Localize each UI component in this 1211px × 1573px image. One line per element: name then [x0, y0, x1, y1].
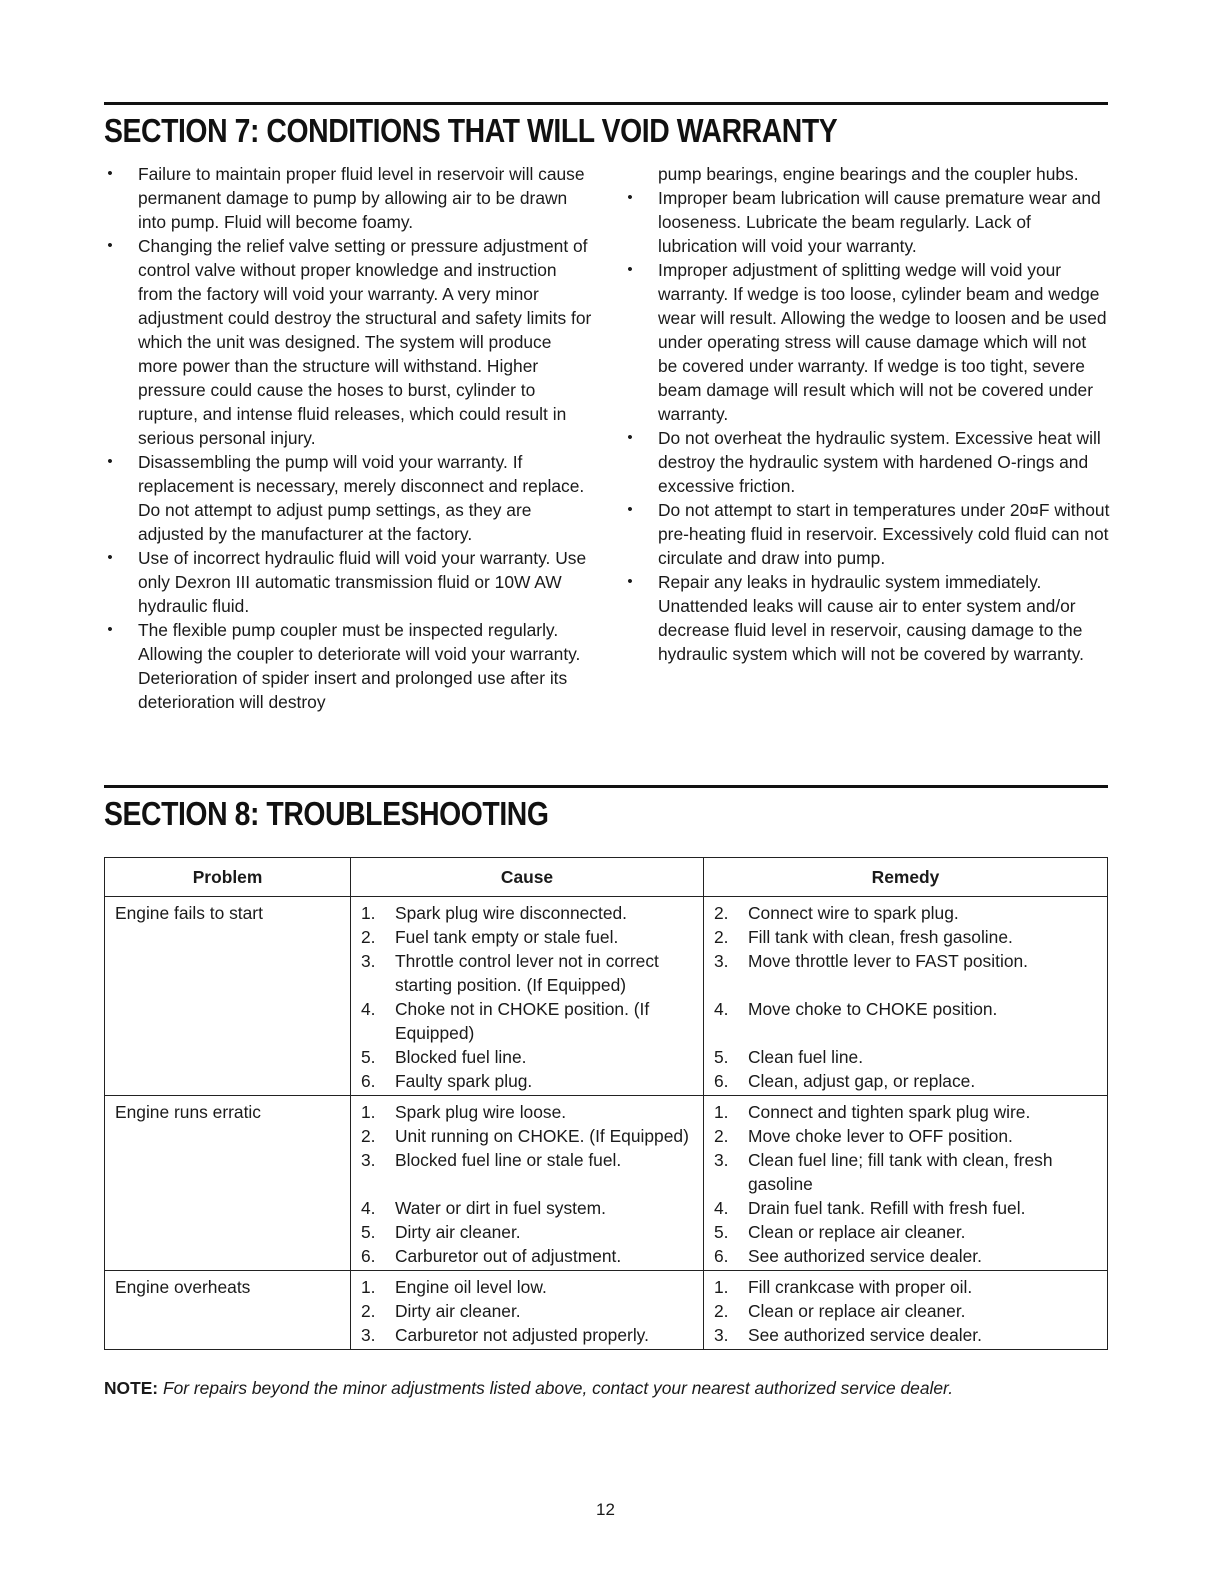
remedy-number: 5. — [714, 1222, 729, 1242]
cause-number: 1. — [361, 903, 376, 923]
remedy-number: 4. — [714, 999, 729, 1019]
note — [104, 1378, 953, 1399]
cause-number: 2. — [361, 1126, 376, 1146]
note-text: For repairs beyond the minor adjustments listed above, contact your nearest authorized service dealer. — [162, 1378, 954, 1398]
cause-number: 5. — [361, 1222, 376, 1242]
cause-number: 2. — [361, 927, 376, 947]
remedy-item — [714, 1244, 1107, 1268]
cause-text: Fuel tank empty or stale fuel. — [395, 927, 619, 947]
column-header-remedy: Remedy — [704, 858, 1108, 897]
table-header-row — [105, 858, 1108, 897]
cause-number: 1. — [361, 1102, 376, 1122]
remedy-text: Clean fuel line. — [748, 1047, 864, 1067]
cause-item — [361, 925, 703, 949]
warranty-item — [624, 570, 1110, 666]
remedy-number: 6. — [714, 1246, 729, 1266]
cause-text: Carburetor not adjusted properly. — [395, 1325, 649, 1345]
cause-text: Engine oil level low. — [395, 1277, 547, 1297]
cause-number: 3. — [361, 951, 376, 971]
table-row — [105, 1096, 1108, 1271]
remedy-item — [714, 1045, 1107, 1069]
bullet-icon: • — [107, 165, 113, 182]
cause-item — [361, 1220, 703, 1244]
remedy-item — [714, 1323, 1107, 1347]
cause-text: Water or dirt in fuel system. — [395, 1198, 606, 1218]
remedy-text: Fill tank with clean, fresh gasoline. — [748, 927, 1013, 947]
cause-number: 2. — [361, 1301, 376, 1321]
bullet-icon: • — [107, 621, 113, 638]
bullet-icon: • — [627, 189, 633, 206]
warranty-item-text: Use of incorrect hydraulic fluid will void your warranty. Use only Dexron III automatic transmission fluid or 10W AW hydraulic fluid. — [138, 548, 587, 616]
table-row — [105, 1271, 1108, 1350]
page-number: 12 — [596, 1500, 615, 1519]
cause-text: Throttle control lever not in correct starting position. (If Equipped) — [395, 951, 659, 995]
cause-text: Choke not in CHOKE position. (If Equipped) — [395, 999, 650, 1043]
bullet-icon: • — [107, 237, 113, 254]
remedy-number: 2. — [714, 903, 729, 923]
cause-number: 3. — [361, 1150, 376, 1170]
cause-item — [361, 997, 703, 1045]
cause-text: Faulty spark plug. — [395, 1071, 533, 1091]
cause-item — [361, 949, 703, 997]
remedy-item — [714, 1100, 1107, 1124]
remedy-text: Move choke lever to OFF position. — [748, 1126, 1013, 1146]
cause-text: Blocked fuel line or stale fuel. — [395, 1150, 622, 1170]
remedy-item — [714, 901, 1107, 925]
warranty-item — [104, 450, 594, 546]
remedy-number: 2. — [714, 1126, 729, 1146]
cause-text: Spark plug wire loose. — [395, 1102, 567, 1122]
warranty-item-text: Repair any leaks in hydraulic system immediately. Unattended leaks will cause air to enter system and/or decrease fluid level in reservoir, causing damage to the hydraulic system which will not be covered by warranty. — [658, 572, 1084, 664]
cause-item — [361, 1045, 703, 1069]
cause-item — [361, 1124, 703, 1148]
remedy-item — [714, 1299, 1107, 1323]
section7-title: SECTION 7: CONDITIONS THAT WILL VOID WARRANTY — [104, 112, 838, 149]
cause-number: 4. — [361, 1198, 376, 1218]
cause-cell — [351, 1271, 704, 1350]
cause-text: Carburetor out of adjustment. — [395, 1246, 622, 1266]
remedy-text: Clean or replace air cleaner. — [748, 1222, 966, 1242]
remedy-text: Connect and tighten spark plug wire. — [748, 1102, 1031, 1122]
cause-text: Dirty air cleaner. — [395, 1222, 521, 1242]
cause-item — [361, 1196, 703, 1220]
problem-cell: Engine runs erratic — [105, 1096, 351, 1271]
warranty-item — [624, 498, 1110, 570]
cause-item — [361, 1244, 703, 1268]
cause-item — [361, 901, 703, 925]
bullet-icon: • — [627, 429, 633, 446]
warranty-item-text: Disassembling the pump will void your warranty. If replacement is necessary, merely disconnect and replace. Do not attempt to adjust pump settings, as they are adjusted by the manufacturer at the factory. — [138, 452, 585, 544]
warranty-item-text: Improper adjustment of splitting wedge will void your warranty. If wedge is too loose, cylinder beam and wedge wear will result. Allowing the wedge to loosen and be used under operating stress will cause damage which will not be covered under warranty. If wedge is too tight, severe beam damage will result which will not be covered under warranty. — [658, 260, 1107, 424]
warranty-item — [624, 186, 1110, 258]
remedy-item — [714, 997, 1107, 1045]
remedy-text: Drain fuel tank. Refill with fresh fuel. — [748, 1198, 1026, 1218]
remedy-item — [714, 1196, 1107, 1220]
remedy-text: Move choke to CHOKE position. — [748, 999, 998, 1019]
remedy-item — [714, 1124, 1107, 1148]
remedy-number: 3. — [714, 1325, 729, 1345]
remedy-number: 3. — [714, 1150, 729, 1170]
column-header-cause: Cause — [351, 858, 704, 897]
warranty-item — [104, 618, 594, 714]
remedy-item — [714, 949, 1107, 997]
warranty-item — [104, 162, 594, 234]
warranty-item-continuation: pump bearings, engine bearings and the coupler hubs. — [658, 164, 1079, 184]
cause-number: 5. — [361, 1047, 376, 1067]
cause-number: 1. — [361, 1277, 376, 1297]
section8-title: SECTION 8: TROUBLESHOOTING — [104, 795, 549, 832]
remedy-text: See authorized service dealer. — [748, 1246, 982, 1266]
remedy-cell — [704, 1096, 1108, 1271]
remedy-number: 5. — [714, 1047, 729, 1067]
cause-text: Unit running on CHOKE. (If Equipped) — [395, 1126, 689, 1146]
remedy-item — [714, 1148, 1107, 1196]
cause-text: Dirty air cleaner. — [395, 1301, 521, 1321]
warranty-item — [104, 546, 594, 618]
problem-cell: Engine fails to start — [105, 897, 351, 1096]
cause-cell — [351, 1096, 704, 1271]
remedy-text: Move throttle lever to FAST position. — [748, 951, 1028, 971]
cause-item — [361, 1323, 703, 1347]
warranty-item — [624, 426, 1110, 498]
cause-item — [361, 1069, 703, 1093]
remedy-item — [714, 1220, 1107, 1244]
remedy-number: 2. — [714, 1301, 729, 1321]
cause-number: 3. — [361, 1325, 376, 1345]
remedy-text: Connect wire to spark plug. — [748, 903, 959, 923]
remedy-text: Clean fuel line; fill tank with clean, fresh gasoline — [748, 1150, 1053, 1194]
remedy-number: 4. — [714, 1198, 729, 1218]
table-row — [105, 897, 1108, 1096]
remedy-item — [714, 925, 1107, 949]
column-header-problem: Problem — [105, 858, 351, 897]
bullet-icon: • — [107, 453, 113, 470]
bullet-icon: • — [627, 261, 633, 278]
section7-right-column — [624, 162, 1110, 666]
remedy-text: Clean or replace air cleaner. — [748, 1301, 966, 1321]
cause-number: 6. — [361, 1071, 376, 1091]
remedy-number: 3. — [714, 951, 729, 971]
remedy-number: 1. — [714, 1102, 729, 1122]
cause-item — [361, 1148, 703, 1196]
warranty-item-text: Do not overheat the hydraulic system. Excessive heat will destroy the hydraulic system with hardened O-rings and excessive friction. — [658, 428, 1101, 496]
bullet-icon: • — [627, 501, 633, 518]
remedy-text: See authorized service dealer. — [748, 1325, 982, 1345]
troubleshooting-table — [104, 857, 1108, 1350]
warranty-item-text: Do not attempt to start in temperatures under 20¤F without pre-heating fluid in reservoir. Excessively cold fluid can not circulate and draw into pump. — [658, 500, 1110, 568]
remedy-text: Clean, adjust gap, or replace. — [748, 1071, 976, 1091]
warranty-item-text: The flexible pump coupler must be inspected regularly. Allowing the coupler to deteriorate will void your warranty. Deterioration of spider insert and prolonged use after its deterioration will destroy — [138, 620, 581, 712]
remedy-number: 1. — [714, 1277, 729, 1297]
remedy-text: Fill crankcase with proper oil. — [748, 1277, 973, 1297]
cause-cell — [351, 897, 704, 1096]
warranty-item-text: Improper beam lubrication will cause premature wear and looseness. Lubricate the beam regularly. Lack of lubrication will void your warranty. — [658, 188, 1101, 256]
warranty-item — [104, 234, 594, 450]
cause-text: Blocked fuel line. — [395, 1047, 527, 1067]
section7-top-rule — [104, 102, 1108, 105]
warranty-item-text: Changing the relief valve setting or pressure adjustment of control valve without proper knowledge and instruction from the factory will void your warranty. A very minor adjustment could destroy the structural and safety limits for which the unit was designed. The system will produce more power than the structure will withstand. Higher pressure could cause the hoses to burst, cylinder to rupture, and intense fluid releases, which could result in serious personal injury. — [138, 236, 592, 448]
bullet-icon: • — [627, 573, 633, 590]
cause-number: 6. — [361, 1246, 376, 1266]
bullet-icon: • — [107, 549, 113, 566]
cause-item — [361, 1299, 703, 1323]
cause-number: 4. — [361, 999, 376, 1019]
section7-left-column — [104, 162, 594, 714]
remedy-number: 2. — [714, 927, 729, 947]
remedy-item — [714, 1275, 1107, 1299]
warranty-item-text: Failure to maintain proper fluid level in reservoir will cause permanent damage to pump by allowing air to be drawn into pump. Fluid will become foamy. — [138, 164, 585, 232]
section8-top-rule — [104, 785, 1108, 788]
warranty-item — [624, 258, 1110, 426]
remedy-item — [714, 1069, 1107, 1093]
cause-item — [361, 1100, 703, 1124]
remedy-cell — [704, 1271, 1108, 1350]
remedy-number: 6. — [714, 1071, 729, 1091]
cause-item — [361, 1275, 703, 1299]
cause-text: Spark plug wire disconnected. — [395, 903, 628, 923]
note-label: NOTE: — [104, 1378, 159, 1398]
remedy-cell — [704, 897, 1108, 1096]
problem-cell: Engine overheats — [105, 1271, 351, 1350]
